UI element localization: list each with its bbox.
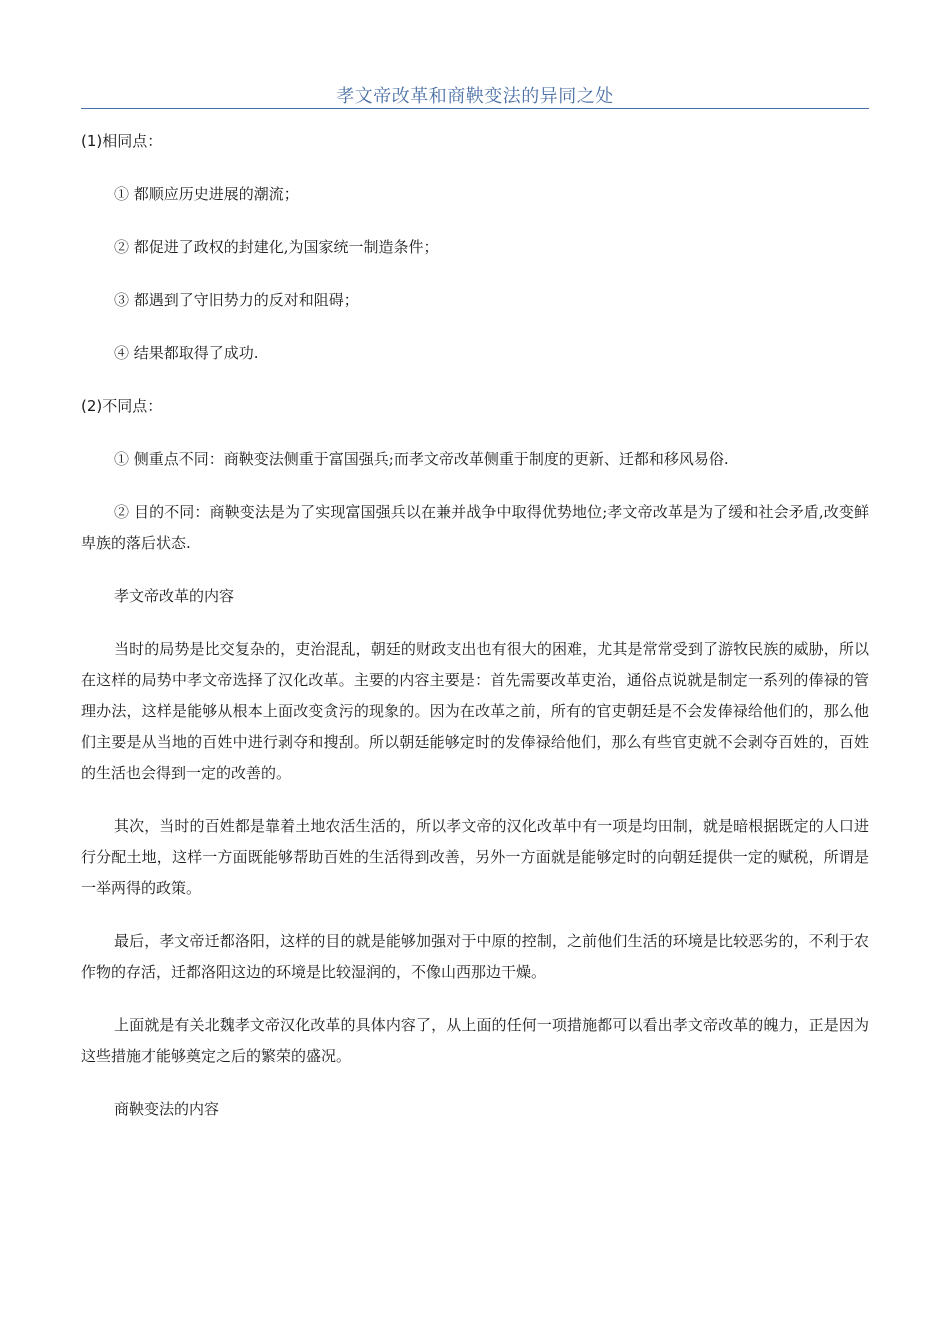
section-heading-similarities: (1)相同点： — [81, 132, 163, 150]
header-divider — [81, 108, 869, 109]
subheading-xiaowen-reform: 孝文帝改革的内容 — [114, 587, 235, 605]
body-paragraph: 其次，当时的百姓都是靠着土地农活生活的，所以孝文帝的汉化改革中有一项是均田制，就是暗根据既定的人口进行分配土地，这样一方面既能够帮助百姓的生活得到改善，另外一方面就是能够定时的向朝廷提供一定的赋税，所谓是一举两得的政策。 — [81, 817, 869, 897]
document-body — [81, 126, 869, 1147]
document-page — [81, 0, 869, 1118]
similarity-item: ② 都促进了政权的封建化,为国家统一制造条件； — [114, 238, 439, 256]
document-title: 孝文帝改革和商鞅变法的异同之处 — [336, 86, 614, 107]
difference-item: ① 侧重点不同：商鞅变法侧重于富国强兵;而孝文帝改革侧重于制度的更新、迁都和移风易俗. — [114, 450, 729, 468]
similarity-item: ④ 结果都取得了成功. — [114, 344, 259, 362]
body-paragraph: 上面就是有关北魏孝文帝汉化改革的具体内容了，从上面的任何一项措施都可以看出孝文帝改革的魄力，正是因为这些措施才能够奠定之后的繁荣的盛况。 — [81, 1016, 869, 1065]
section-heading-differences: (2)不同点： — [81, 397, 163, 415]
similarity-item: ③ 都遇到了守旧势力的反对和阻碍； — [114, 291, 359, 309]
similarity-item: ① 都顺应历史进展的潮流； — [114, 185, 299, 203]
body-paragraph: 最后，孝文帝迁都洛阳，这样的目的就是能够加强对于中原的控制，之前他们生活的环境是比较恶劣的，不利于农作物的存活，迁都洛阳这边的环境是比较湿润的，不像山西那边干燥。 — [81, 932, 869, 981]
page-header — [81, 0, 869, 111]
subheading-shangyang-reform: 商鞅变法的内容 — [114, 1100, 220, 1118]
body-paragraph: 当时的局势是比交复杂的，吏治混乱，朝廷的财政支出也有很大的困难，尤其是常常受到了游牧民族的威胁，所以在这样的局势中孝文帝选择了汉化改革。主要的内容主要是：首先需要改革吏治，通俗点说就是制定一系列的俸禄的管理办法，这样是能够从根本上面改变贪污的现象的。因为在改革之前，所有的官吏朝廷是不会发俸禄给他们的，那么他们主要是从当地的百姓中进行剥夺和搜刮。所以朝廷能够定时的发俸禄给他们，那么有些官吏就不会剥夺百姓的，百姓的生活也会得到一定的改善的。 — [81, 640, 869, 782]
difference-item: ② 目的不同：商鞅变法是为了实现富国强兵以在兼并战争中取得优势地位;孝文帝改革是为了缓和社会矛盾,改变鲜卑族的落后状态. — [81, 503, 869, 552]
